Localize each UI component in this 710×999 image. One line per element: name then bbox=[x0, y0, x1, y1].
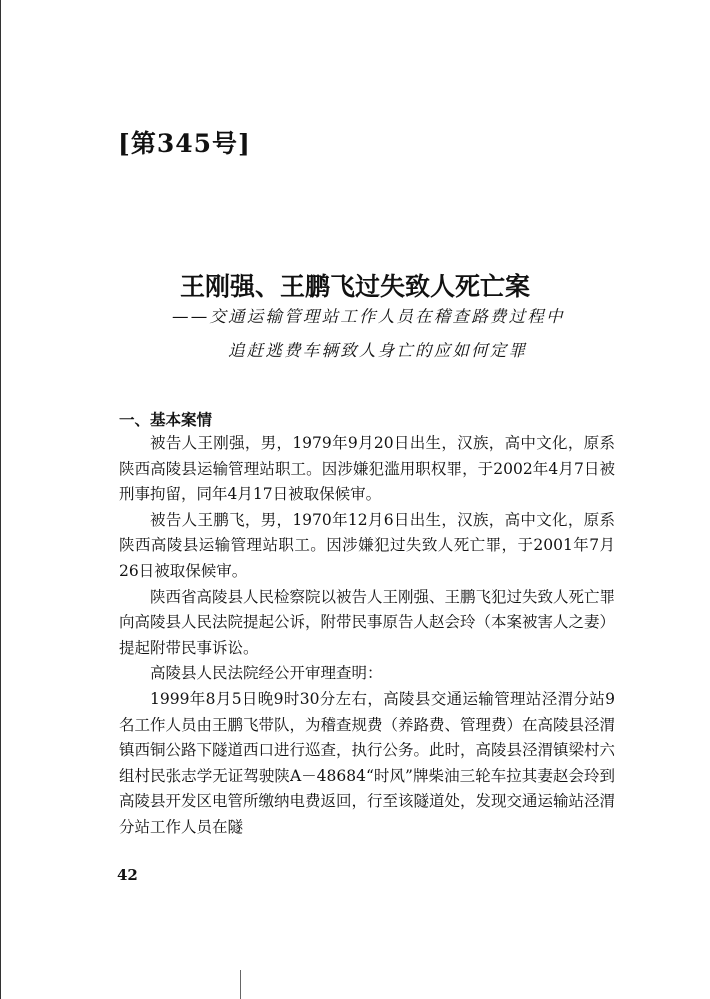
subtitle-line-2: 追赶逃费车辆致人身亡的应如何定罪 bbox=[228, 341, 528, 360]
section-heading: 一、基本案情 bbox=[119, 411, 213, 429]
paragraph: 陕西省高陵县人民检察院以被告人王刚强、王鹏飞犯过失致人死亡罪向高陵县人民法院提起公诉，附带民事原告人赵会玲（本案被害人之妻）提起附带民事诉讼。 bbox=[119, 587, 616, 657]
body-text bbox=[119, 431, 615, 841]
paragraph: 高陵县人民法院经公开审理查明： bbox=[150, 664, 383, 683]
paragraph: 被告人王鹏飞，男，1970年12月6日出生，汉族，高中文化，原系陕西高陵县运输管理站职工。因涉嫌犯过失致人死亡罪，于2001年7月26日被取保候审。 bbox=[119, 510, 615, 580]
paragraph: 被告人王刚强，男，1979年9月20日出生，汉族，高中文化，原系陕西高陵县运输管理站职工。因涉嫌犯滥用职权罪，于2002年4月7日被刑事拘留，同年4月17日被取保候审。 bbox=[119, 434, 615, 504]
page-number: 42 bbox=[117, 866, 138, 884]
page-edge-line bbox=[0, 0, 1, 999]
paragraph: 1999年8月5日晚9时30分左右，高陵县交通运输管理站泾渭分站9名工作人员由王鹏飞带队，为稽查规费（养路费、管理费）在高陵县泾渭镇西铜公路下隧道西口进行巡查，执行公务。此时，高陵县泾渭镇梁村六组村民张志学无证驾驶陕A－48684“时风”牌柴油三轮车拉其妻赵会玲到高陵县开发区电管所缴纳电费返回，行至该隧道处，发现交通运输站泾渭分站工作人员在隧 bbox=[119, 689, 616, 836]
case-title: 王刚强、王鹏飞过失致人死亡案 bbox=[180, 272, 531, 301]
case-number: [第345号] bbox=[118, 129, 251, 158]
binding-mark bbox=[240, 970, 241, 999]
subtitle-line-1: ——交通运输管理站工作人员在稽查路费过程中 bbox=[172, 307, 565, 326]
